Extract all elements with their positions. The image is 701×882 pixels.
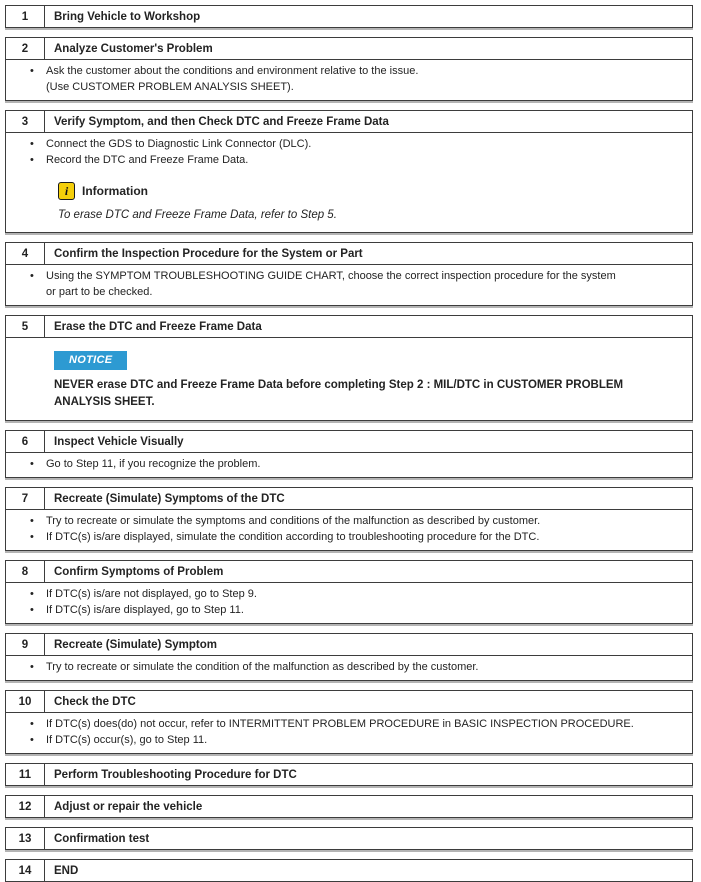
step-body (6, 510, 692, 550)
step-number: 9 (6, 634, 45, 655)
step-title: Adjust or repair the vehicle (54, 800, 203, 813)
bullet-text-line: or part to be checked. (46, 286, 153, 298)
step-number: 11 (6, 764, 45, 785)
bullet-text (46, 268, 684, 300)
bullet-text-line: If DTC(s) occur(s), go to Step 11. (46, 734, 208, 746)
bullet-text-line: Go to Step 11, if you recognize the problem. (46, 458, 261, 470)
step-title: Perform Troubleshooting Procedure for DTC (54, 768, 297, 781)
step-title: Check the DTC (54, 695, 136, 708)
bullet-text-line: If DTC(s) is/are displayed, go to Step 11. (46, 604, 244, 616)
bullet-text-line: Try to recreate or simulate the condition of the malfunction as described by the customer. (46, 661, 479, 673)
step-body (6, 453, 692, 477)
step-header (6, 6, 692, 27)
step-number: 3 (6, 111, 45, 132)
bullet-item (6, 268, 684, 300)
step-header (6, 691, 692, 713)
bullet-text (46, 529, 684, 545)
step-header (6, 38, 692, 60)
bullet-item (6, 732, 684, 748)
step-header (6, 634, 692, 656)
bullet-item (6, 152, 684, 168)
bullet-text-line: If DTC(s) does(do) not occur, refer to INTERMITTENT PROBLEM PROCEDURE in BASIC INSPECTION PROCEDURE. (46, 718, 634, 730)
bullet-text (46, 602, 684, 618)
step-title: Confirm Symptoms of Problem (54, 565, 224, 578)
step-title: END (54, 864, 79, 877)
step-box-3 (5, 110, 693, 233)
bullet-item (6, 716, 684, 732)
step-header (6, 828, 692, 849)
step-body (6, 656, 692, 680)
bullet-item (6, 513, 684, 529)
step-title: Bring Vehicle to Workshop (54, 10, 201, 23)
bullet-item (6, 586, 684, 602)
step-number: 7 (6, 488, 45, 509)
step-title: Recreate (Simulate) Symptom (54, 638, 217, 651)
step-number: 10 (6, 691, 45, 712)
notice-badge: NOTICE (54, 351, 127, 370)
step-title: Recreate (Simulate) Symptoms of the DTC (54, 492, 285, 505)
bullet-text (46, 586, 684, 602)
bullet-text (46, 659, 684, 675)
step-number: 1 (6, 6, 45, 27)
bullet-text-line: If DTC(s) is/are not displayed, go to Step 9. (46, 588, 257, 600)
step-body (6, 713, 692, 753)
step-box-8 (5, 560, 693, 624)
step-title: Analyze Customer's Problem (54, 42, 213, 55)
step-header (6, 111, 692, 133)
bullet-marker: • (30, 588, 34, 600)
step-title: Erase the DTC and Freeze Frame Data (54, 320, 262, 333)
step-header (6, 431, 692, 453)
step-number: 4 (6, 243, 45, 264)
bullet-marker: • (30, 154, 34, 166)
bullet-item (6, 456, 684, 472)
step-title: Confirm the Inspection Procedure for the System or Part (54, 247, 363, 260)
step-header (6, 764, 692, 785)
bullet-text-line: Record the DTC and Freeze Frame Data. (46, 154, 249, 166)
step-header (6, 796, 692, 817)
step-body (6, 583, 692, 623)
step-box-13 (5, 827, 693, 850)
bullet-text (46, 456, 684, 472)
step-number: 6 (6, 431, 45, 452)
information-icon: i (58, 182, 75, 200)
step-body (6, 133, 692, 232)
information-label: Information (82, 184, 148, 198)
notice-callout (54, 351, 684, 370)
notice-text (54, 377, 674, 411)
bullet-text-line: If DTC(s) is/are displayed, simulate the condition according to troubleshooting procedure for the DTC. (46, 531, 540, 543)
step-body (6, 338, 692, 420)
bullet-text-line: Connect the GDS to Diagnostic Link Connector (DLC). (46, 138, 312, 150)
step-header (6, 243, 692, 265)
step-box-10 (5, 690, 693, 754)
bullet-marker: • (30, 65, 34, 77)
step-box-7 (5, 487, 693, 551)
step-header (6, 316, 692, 338)
bullet-marker: • (30, 531, 34, 543)
step-box-4 (5, 242, 693, 306)
step-title: Inspect Vehicle Visually (54, 435, 184, 448)
bullet-text (46, 513, 684, 529)
step-header (6, 860, 692, 881)
bullet-text-line: Try to recreate or simulate the symptoms and conditions of the malfunction as described by customer. (46, 515, 541, 527)
step-box-1 (5, 5, 693, 28)
notice-text-line: ANALYSIS SHEET. (54, 396, 155, 408)
bullet-text (46, 152, 684, 168)
bullet-marker: • (30, 604, 34, 616)
step-number: 13 (6, 828, 45, 849)
step-header (6, 488, 692, 510)
step-box-2 (5, 37, 693, 101)
step-number: 2 (6, 38, 45, 59)
bullet-marker: • (30, 458, 34, 470)
bullet-marker: • (30, 138, 34, 150)
notice-text-line: NEVER erase DTC and Freeze Frame Data before completing Step 2 : MIL/DTC in CUSTOMER PROBLEM (54, 379, 624, 391)
step-body (6, 265, 692, 305)
step-number: 14 (6, 860, 45, 881)
step-box-9 (5, 633, 693, 681)
bullet-text-line: Using the SYMPTOM TROUBLESHOOTING GUIDE CHART, choose the correct inspection procedure for the system (46, 270, 616, 282)
step-title: Confirmation test (54, 832, 150, 845)
step-box-14 (5, 859, 693, 882)
bullet-marker: • (30, 270, 34, 282)
bullet-text (46, 732, 684, 748)
step-number: 12 (6, 796, 45, 817)
step-box-6 (5, 430, 693, 478)
bullet-item (6, 136, 684, 152)
step-box-5 (5, 315, 693, 421)
bullet-item (6, 529, 684, 545)
bullet-marker: • (30, 661, 34, 673)
bullet-text (46, 716, 684, 732)
bullet-marker: • (30, 734, 34, 746)
information-text: To erase DTC and Freeze Frame Data, refer to Step 5. (58, 209, 337, 221)
step-number: 8 (6, 561, 45, 582)
bullet-text-line: (Use CUSTOMER PROBLEM ANALYSIS SHEET). (46, 81, 294, 93)
bullet-item (6, 659, 684, 675)
step-box-11 (5, 763, 693, 786)
step-number: 5 (6, 316, 45, 337)
steps-list (5, 5, 693, 882)
bullet-text-line: Ask the customer about the conditions and environment relative to the issue. (46, 65, 419, 77)
bullet-text (46, 63, 684, 95)
bullet-marker: • (30, 515, 34, 527)
information-callout (58, 182, 684, 200)
bullet-text (46, 136, 684, 152)
bullet-item (6, 63, 684, 95)
step-title: Verify Symptom, and then Check DTC and Freeze Frame Data (54, 115, 389, 128)
step-body (6, 60, 692, 100)
bullet-marker: • (30, 718, 34, 730)
step-header (6, 561, 692, 583)
bullet-item (6, 602, 684, 618)
